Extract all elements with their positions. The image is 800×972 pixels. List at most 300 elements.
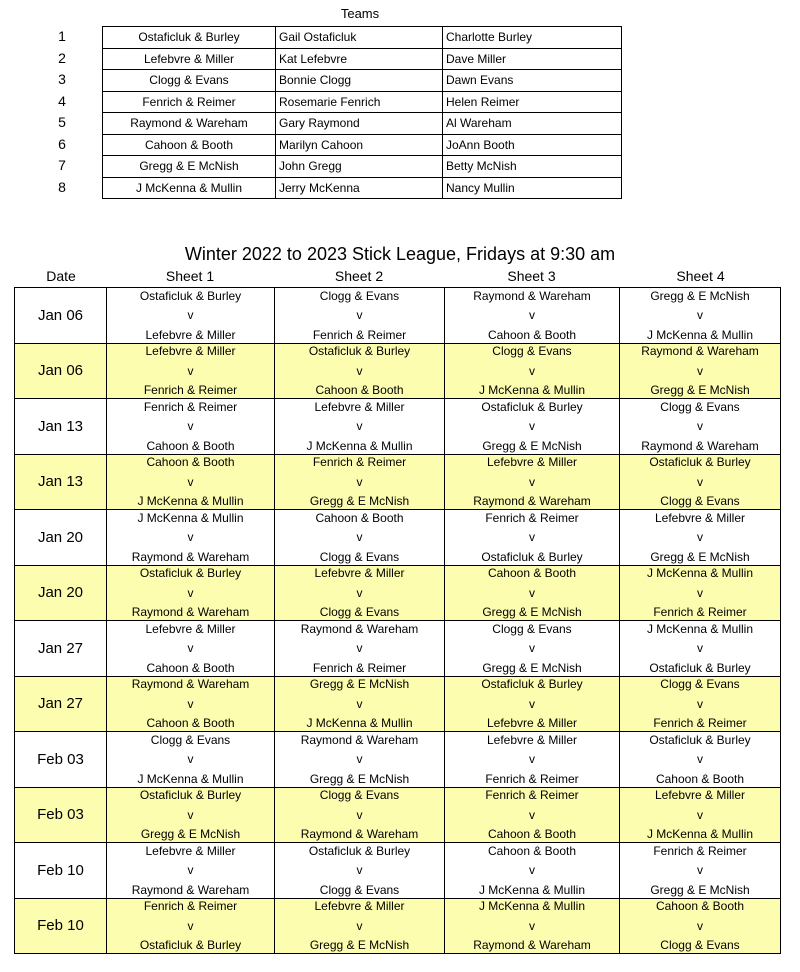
versus-label: v	[697, 474, 703, 489]
versus-label: v	[697, 807, 703, 822]
game-cell-sheet-1	[107, 621, 275, 677]
schedule-row	[15, 676, 781, 732]
matchup	[620, 400, 780, 453]
away-team: Raymond & Wareham	[300, 827, 419, 842]
game-cell-sheet-1	[107, 565, 275, 621]
versus-label: v	[356, 363, 363, 378]
team-number: 7	[58, 157, 66, 173]
versus-label: v	[187, 363, 194, 378]
matchup	[445, 455, 619, 508]
versus-label: v	[187, 308, 194, 323]
home-team: Ostaficluk & Burley	[649, 455, 751, 470]
home-team: Raymond & Wareham	[641, 344, 759, 359]
player-2-cell: Dawn Evans	[443, 70, 622, 92]
away-team: Ostaficluk & Burley	[649, 660, 751, 675]
matchup	[620, 899, 780, 952]
home-team: Ostaficluk & Burley	[139, 566, 242, 581]
player-1-cell: Gail Ostaficluk	[276, 27, 443, 49]
date-cell: Jan 20	[15, 565, 107, 621]
matchup	[275, 622, 444, 675]
schedule-row	[15, 621, 781, 677]
player-1-cell: John Gregg	[276, 156, 443, 178]
team-name-cell: J McKenna & Mullin	[103, 177, 276, 199]
home-team: Lefebvre & Miller	[486, 455, 578, 470]
matchup	[107, 677, 274, 730]
game-cell-sheet-3	[445, 399, 620, 455]
away-team: Raymond & Wareham	[641, 438, 759, 453]
away-team: J McKenna & Mullin	[137, 494, 244, 509]
versus-label: v	[697, 419, 703, 434]
schedule-row	[15, 343, 781, 399]
matchup	[107, 844, 274, 897]
away-team: Raymond & Wareham	[473, 494, 591, 509]
matchup	[620, 455, 780, 508]
matchup	[620, 622, 780, 675]
versus-label: v	[529, 585, 535, 600]
game-cell-sheet-3	[445, 732, 620, 788]
versus-label: v	[187, 474, 194, 489]
versus-label: v	[356, 863, 363, 878]
matchup	[445, 788, 619, 841]
home-team: Clogg & Evans	[660, 677, 740, 692]
matchup	[620, 733, 780, 786]
schedule-row	[15, 510, 781, 566]
home-team: Fenrich & Reimer	[485, 510, 579, 525]
date-cell: Feb 10	[15, 843, 107, 899]
matchup	[445, 622, 619, 675]
away-team: J McKenna & Mullin	[306, 716, 413, 731]
player-1-cell: Gary Raymond	[276, 113, 443, 135]
player-2-cell: JoAnn Booth	[443, 134, 622, 156]
matchup	[275, 289, 444, 342]
player-1-cell: Marilyn Cahoon	[276, 134, 443, 156]
game-cell-sheet-4	[620, 732, 781, 788]
versus-label: v	[187, 530, 194, 545]
team-row	[103, 134, 622, 156]
date-cell: Jan 27	[15, 621, 107, 677]
schedule-title: Winter 2022 to 2023 Stick League, Fridays at 9:30 am	[184, 244, 616, 264]
game-cell-sheet-3	[445, 288, 620, 344]
team-row	[103, 156, 622, 178]
home-team: Clogg & Evans	[319, 788, 400, 803]
matchup	[107, 344, 274, 397]
game-cell-sheet-3	[445, 621, 620, 677]
versus-label: v	[187, 807, 194, 822]
schedule-row	[15, 288, 781, 344]
player-1-cell: Jerry McKenna	[276, 177, 443, 199]
away-team: Cahoon & Booth	[487, 327, 577, 342]
matchup	[107, 566, 274, 619]
home-team: Lefebvre & Miller	[145, 621, 236, 636]
versus-label: v	[356, 474, 363, 489]
versus-label: v	[529, 530, 535, 545]
schedule-row	[15, 565, 781, 621]
game-cell-sheet-4	[620, 898, 781, 954]
home-team: Lefebvre & Miller	[145, 344, 236, 359]
away-team: J McKenna & Mullin	[137, 771, 244, 786]
home-team: Ostaficluk & Burley	[481, 677, 583, 692]
away-team: Cahoon & Booth	[146, 660, 235, 675]
home-team: J McKenna & Mullin	[478, 899, 586, 914]
home-team: Ostaficluk & Burley	[139, 788, 242, 803]
home-team: Lefebvre & Miller	[654, 788, 746, 803]
game-cell-sheet-1	[107, 343, 275, 399]
team-row	[103, 27, 622, 49]
away-team: Lefebvre & Miller	[145, 327, 236, 342]
matchup	[620, 511, 780, 564]
matchup	[107, 622, 274, 675]
matchup	[107, 899, 274, 952]
versus-label: v	[697, 696, 703, 711]
game-cell-sheet-1	[107, 732, 275, 788]
date-cell: Feb 10	[15, 898, 107, 954]
game-cell-sheet-2	[275, 288, 445, 344]
away-team: Raymond & Wareham	[131, 605, 250, 620]
away-team: Cahoon & Booth	[487, 827, 577, 842]
matchup	[620, 844, 780, 897]
away-team: Gregg & E McNish	[309, 938, 410, 953]
versus-label: v	[697, 363, 703, 378]
away-team: Cahoon & Booth	[146, 438, 235, 453]
matchup	[445, 566, 619, 619]
away-team: Cahoon & Booth	[146, 716, 235, 731]
matchup	[107, 400, 274, 453]
versus-label: v	[187, 752, 194, 767]
away-team: Raymond & Wareham	[131, 882, 250, 897]
home-team: Ostaficluk & Burley	[139, 288, 242, 303]
versus-label: v	[697, 918, 703, 933]
team-row	[103, 70, 622, 92]
matchup	[620, 566, 780, 619]
versus-label: v	[697, 308, 703, 323]
matchup	[275, 677, 444, 730]
team-number: 1	[58, 28, 66, 44]
header-sheet-3: Sheet 3	[507, 268, 556, 284]
home-team: J McKenna & Mullin	[137, 510, 244, 525]
matchup	[445, 844, 619, 897]
versus-label: v	[187, 918, 194, 933]
home-team: Ostaficluk & Burley	[308, 843, 411, 858]
matchup	[445, 899, 619, 952]
game-cell-sheet-4	[620, 621, 781, 677]
home-team: Lefebvre & Miller	[486, 732, 578, 747]
versus-label: v	[697, 585, 703, 600]
game-cell-sheet-2	[275, 732, 445, 788]
away-team: Clogg & Evans	[660, 938, 740, 953]
home-team: Clogg & Evans	[150, 732, 231, 747]
versus-label: v	[529, 641, 535, 656]
player-1-cell: Bonnie Clogg	[276, 70, 443, 92]
schedule-row	[15, 898, 781, 954]
away-team: Clogg & Evans	[660, 494, 740, 509]
away-team: Ostaficluk & Burley	[481, 549, 583, 564]
date-cell: Jan 06	[15, 288, 107, 344]
game-cell-sheet-3	[445, 898, 620, 954]
player-2-cell: Dave Miller	[443, 48, 622, 70]
matchup	[445, 289, 619, 342]
away-team: Fenrich & Reimer	[485, 771, 579, 786]
home-team: Cahoon & Booth	[655, 899, 745, 914]
matchup	[275, 344, 444, 397]
versus-label: v	[356, 530, 363, 545]
matchup	[445, 344, 619, 397]
team-row	[103, 177, 622, 199]
game-cell-sheet-3	[445, 676, 620, 732]
game-cell-sheet-4	[620, 787, 781, 843]
matchup	[620, 677, 780, 730]
away-team: Fenrich & Reimer	[312, 660, 407, 675]
game-cell-sheet-2	[275, 843, 445, 899]
team-number: 2	[58, 49, 66, 66]
game-cell-sheet-1	[107, 399, 275, 455]
game-cell-sheet-4	[620, 343, 781, 399]
home-team: Raymond & Wareham	[300, 732, 419, 747]
team-number: 8	[58, 178, 66, 195]
team-name-cell: Ostaficluk & Burley	[103, 27, 276, 49]
game-cell-sheet-4	[620, 399, 781, 455]
versus-label: v	[697, 752, 703, 767]
game-cell-sheet-4	[620, 843, 781, 899]
game-cell-sheet-2	[275, 898, 445, 954]
versus-label: v	[356, 308, 363, 323]
matchup	[107, 733, 274, 786]
matchup	[107, 289, 274, 342]
versus-label: v	[356, 696, 363, 711]
versus-label: v	[356, 585, 363, 600]
schedule-row	[15, 732, 781, 788]
game-cell-sheet-2	[275, 787, 445, 843]
game-cell-sheet-3	[445, 454, 620, 510]
player-1-cell: Rosemarie Fenrich	[276, 91, 443, 113]
versus-label: v	[356, 641, 363, 656]
schedule-row	[15, 787, 781, 843]
home-team: Lefebvre & Miller	[145, 843, 236, 858]
away-team: Fenrich & Reimer	[653, 716, 747, 731]
team-name-cell: Clogg & Evans	[103, 70, 276, 92]
team-number: 4	[58, 92, 66, 109]
away-team: J McKenna & Mullin	[646, 327, 754, 342]
schedule-row	[15, 454, 781, 510]
matchup	[445, 677, 619, 730]
team-row	[103, 48, 622, 70]
away-team: Fenrich & Reimer	[653, 605, 747, 620]
player-2-cell: Al Wareham	[443, 113, 622, 135]
team-number-column	[52, 26, 72, 198]
away-team: Raymond & Wareham	[473, 938, 591, 953]
home-team: Clogg & Evans	[319, 288, 400, 303]
versus-label: v	[187, 641, 194, 656]
teams-caption: Teams	[340, 6, 380, 21]
home-team: Clogg & Evans	[492, 344, 572, 359]
schedule-row	[15, 843, 781, 899]
matchup	[445, 733, 619, 786]
matchup	[275, 455, 444, 508]
team-name-cell: Fenrich & Reimer	[103, 91, 276, 113]
versus-label: v	[529, 474, 535, 489]
date-cell: Feb 03	[15, 787, 107, 843]
date-cell: Jan 27	[15, 676, 107, 732]
away-team: Cahoon & Booth	[315, 383, 404, 398]
home-team: Fenrich & Reimer	[143, 399, 238, 414]
matchup	[107, 788, 274, 841]
home-team: Gregg & E McNish	[650, 288, 750, 303]
away-team: Lefebvre & Miller	[486, 716, 578, 731]
team-row	[103, 113, 622, 135]
home-team: Cahoon & Booth	[487, 566, 577, 581]
home-team: Cahoon & Booth	[146, 455, 235, 470]
game-cell-sheet-1	[107, 787, 275, 843]
game-cell-sheet-2	[275, 676, 445, 732]
matchup	[620, 344, 780, 397]
game-cell-sheet-1	[107, 843, 275, 899]
home-team: Gregg & E McNish	[309, 677, 410, 692]
home-team: Ostaficluk & Burley	[649, 732, 751, 747]
matchup	[620, 289, 780, 342]
versus-label: v	[356, 807, 363, 822]
home-team: Cahoon & Booth	[315, 510, 404, 525]
matchup	[275, 844, 444, 897]
game-cell-sheet-4	[620, 676, 781, 732]
game-cell-sheet-1	[107, 454, 275, 510]
versus-label: v	[529, 863, 535, 878]
away-team: Fenrich & Reimer	[143, 383, 238, 398]
team-name-cell: Lefebvre & Miller	[103, 48, 276, 70]
versus-label: v	[529, 419, 535, 434]
home-team: Clogg & Evans	[492, 621, 572, 636]
away-team: J McKenna & Mullin	[646, 827, 754, 842]
game-cell-sheet-1	[107, 898, 275, 954]
game-cell-sheet-2	[275, 510, 445, 566]
date-cell: Jan 06	[15, 343, 107, 399]
game-cell-sheet-3	[445, 843, 620, 899]
game-cell-sheet-3	[445, 343, 620, 399]
matchup	[275, 400, 444, 453]
player-2-cell: Charlotte Burley	[443, 27, 622, 49]
home-team: Lefebvre & Miller	[654, 510, 746, 525]
home-team: Lefebvre & Miller	[314, 566, 405, 581]
home-team: Ostaficluk & Burley	[481, 399, 583, 414]
away-team: Clogg & Evans	[319, 605, 400, 620]
matchup	[275, 733, 444, 786]
away-team: Gregg & E McNish	[482, 605, 582, 620]
matchup	[275, 566, 444, 619]
home-team: Fenrich & Reimer	[653, 843, 747, 858]
matchup	[107, 511, 274, 564]
home-team: Fenrich & Reimer	[485, 788, 579, 803]
matchup	[445, 400, 619, 453]
away-team: Clogg & Evans	[319, 882, 400, 897]
player-1-cell: Kat Lefebvre	[276, 48, 443, 70]
home-team: Lefebvre & Miller	[314, 899, 405, 914]
date-cell: Jan 13	[15, 454, 107, 510]
away-team: Gregg & E McNish	[650, 882, 750, 897]
home-team: Fenrich & Reimer	[312, 455, 407, 470]
home-team: Ostaficluk & Burley	[308, 344, 411, 359]
matchup	[107, 455, 274, 508]
game-cell-sheet-2	[275, 621, 445, 677]
home-team: Cahoon & Booth	[487, 843, 577, 858]
matchup	[275, 511, 444, 564]
away-team: Raymond & Wareham	[131, 549, 250, 564]
game-cell-sheet-2	[275, 454, 445, 510]
game-cell-sheet-1	[107, 676, 275, 732]
teams-table	[102, 26, 622, 199]
versus-label: v	[529, 752, 535, 767]
versus-label: v	[697, 863, 703, 878]
versus-label: v	[187, 696, 194, 711]
matchup	[620, 788, 780, 841]
player-2-cell: Helen Reimer	[443, 91, 622, 113]
versus-label: v	[187, 585, 194, 600]
versus-label: v	[529, 918, 535, 933]
home-team: Clogg & Evans	[660, 399, 740, 414]
away-team: Gregg & E McNish	[482, 660, 582, 675]
away-team: Ostaficluk & Burley	[139, 938, 242, 953]
away-team: J McKenna & Mullin	[306, 438, 413, 453]
versus-label: v	[356, 918, 363, 933]
date-cell: Jan 20	[15, 510, 107, 566]
schedule-table	[14, 287, 781, 954]
game-cell-sheet-2	[275, 343, 445, 399]
home-team: J McKenna & Mullin	[646, 566, 754, 581]
header-sheet-2: Sheet 2	[334, 268, 384, 284]
away-team: Gregg & E McNish	[309, 771, 410, 786]
game-cell-sheet-4	[620, 565, 781, 621]
team-name-cell: Cahoon & Booth	[103, 134, 276, 156]
matchup	[275, 788, 444, 841]
versus-label: v	[529, 696, 535, 711]
game-cell-sheet-3	[445, 565, 620, 621]
game-cell-sheet-1	[107, 510, 275, 566]
game-cell-sheet-4	[620, 510, 781, 566]
versus-label: v	[187, 419, 194, 434]
date-cell: Feb 03	[15, 732, 107, 788]
team-name-cell: Gregg & E McNish	[103, 156, 276, 178]
away-team: Clogg & Evans	[319, 549, 400, 564]
versus-label: v	[529, 308, 535, 323]
game-cell-sheet-2	[275, 399, 445, 455]
game-cell-sheet-4	[620, 454, 781, 510]
team-number: 6	[58, 135, 66, 152]
team-number: 5	[58, 114, 66, 130]
away-team: Gregg & E McNish	[650, 383, 750, 398]
home-team: J McKenna & Mullin	[646, 621, 754, 636]
team-row	[103, 91, 622, 113]
game-cell-sheet-3	[445, 510, 620, 566]
game-cell-sheet-1	[107, 288, 275, 344]
team-number: 3	[58, 71, 66, 87]
versus-label: v	[529, 363, 535, 378]
player-2-cell: Betty McNish	[443, 156, 622, 178]
header-sheet-4: Sheet 4	[676, 268, 725, 284]
player-2-cell: Nancy Mullin	[443, 177, 622, 199]
away-team: Gregg & E McNish	[482, 438, 582, 453]
versus-label: v	[529, 807, 535, 822]
away-team: Gregg & E McNish	[309, 494, 410, 509]
matchup	[445, 511, 619, 564]
versus-label: v	[697, 641, 703, 656]
game-cell-sheet-3	[445, 787, 620, 843]
matchup	[275, 899, 444, 952]
date-cell: Jan 13	[15, 399, 107, 455]
home-team: Raymond & Wareham	[131, 677, 250, 692]
home-team: Lefebvre & Miller	[314, 399, 405, 414]
away-team: J McKenna & Mullin	[478, 882, 586, 897]
versus-label: v	[697, 530, 703, 545]
home-team: Raymond & Wareham	[473, 288, 591, 303]
versus-label: v	[187, 863, 194, 878]
versus-label: v	[356, 752, 363, 767]
